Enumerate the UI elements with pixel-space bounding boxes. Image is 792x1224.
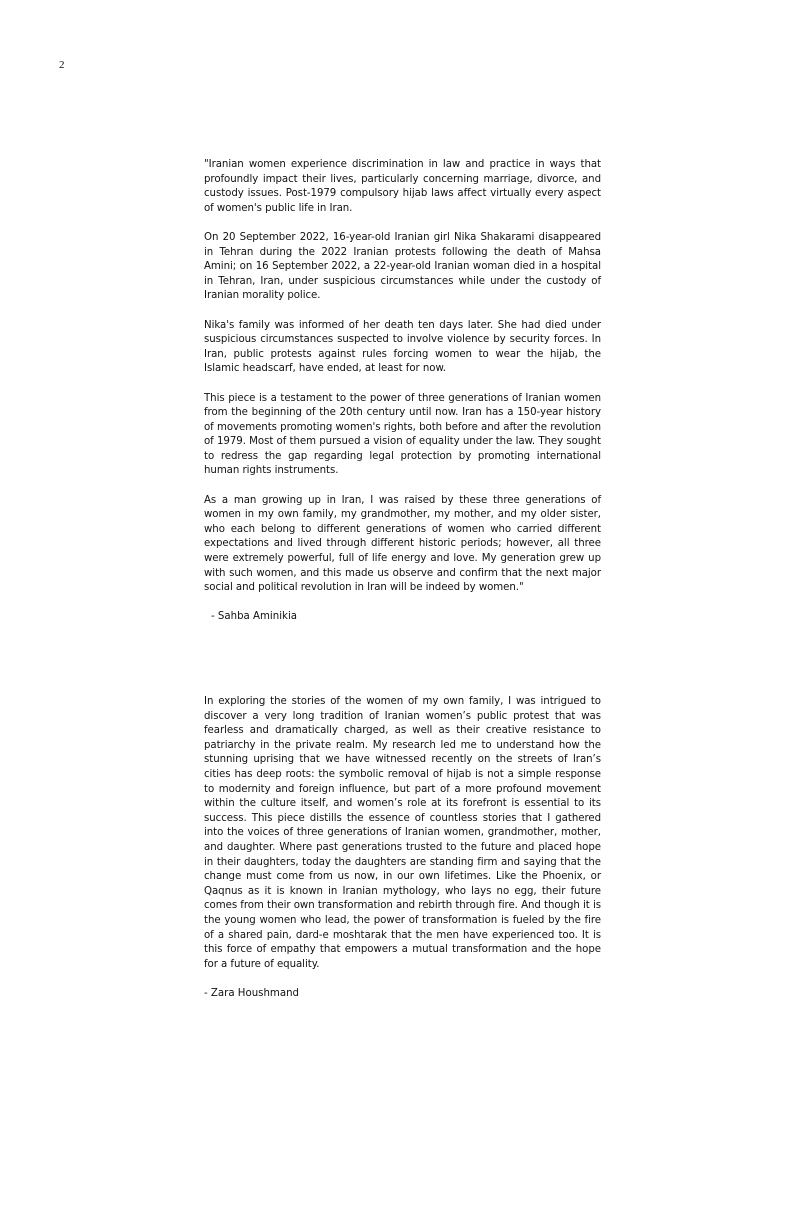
statement-paragraph: As a man growing up in Iran, I was raised by these three generations of women in my own family, my grandmother, my mother, and my older sister, who each belong to different generations of women who carried different expectations and lived through different historic periods; however, all three were extremely powerful, full of life energy and love. My generation grew up with such women, and this made us observe and confirm that the next major social and political revolution in Iran will be indeed by women." [204,494,601,594]
statement-paragraph: On 20 September 2022, 16-year-old Iranian girl Nika Shakarami disappeared in Tehran during the 2022 Iranian protests following the death of Mahsa Amini; on 16 September 2022, a 22-year-old Iranian woman died in a hospital in Tehran, Iran, under suspicious circumstances while under the custody of Iranian morality police. [204,231,601,302]
author-signature: - Zara Houshmand [204,987,300,999]
statement-paragraph: Nika's family was informed of her death ten days later. She had died under suspicious circumstances suspected to involve violence by security forces. In Iran, public protests against rules forcing women to wear the hijab, the Islamic headscarf, have ended, at least for now. [204,319,601,375]
statement-paragraph: In exploring the stories of the women of my own family, I was intrigued to discover a very long tradition of Iranian women’s public protest that was fearless and dramatically charged, as well as their creative resistance to patriarchy in the private realm. My research led me to understand how the stunning uprising that we have witnessed recently on the streets of Iran’s cities has deep roots: the symbolic removal of hijab is not a simple response to modernity and foreign influence, but part of a more profound movement within the culture itself, and women’s role at its forefront is essential to its success. This piece distills the essence of countless stories that I gathered into the voices of three generations of Iranian women, grandmother, mother, and daughter. Where past generations trusted to the future and placed hope in their daughters, today the daughters are standing firm and saying that the change must come from us now, in our own lifetimes. Like the Phoenix, or Qaqnus as it is known in Iranian mythology, who lays no egg, their future comes from their own transformation and rebirth through fire. And though it is the young women who lead, the power of transformation is fueled by the fire of a shared pain, dard-e moshtarak that the men have experienced too. It is this force of empathy that empowers a mutual transformation and the hope for a future of equality. [204,696,601,970]
statement-section-zara [204,695,601,1001]
author-signature: - Sahba Aminikia [211,611,298,623]
statement-paragraph: This piece is a testament to the power of three generations of Iranian women from the beginning of the 20th century until now. Iran has a 150-year history of movements promoting women's rights, both before and after the revolution of 1979. Most of them pursued a vision of equality under the law. They sought to redress the gap regarding legal protection by promoting international human rights instruments. [204,392,601,477]
statement-section-sahba [204,158,601,625]
page-number: 2 [59,59,65,71]
statement-paragraph: "Iranian women experience discrimination in law and practice in ways that profoundly impact their lives, particularly concerning marriage, divorce, and custody issues. Post-1979 compulsory hijab laws affect virtually every aspect of women's public life in Iran. [204,159,601,214]
